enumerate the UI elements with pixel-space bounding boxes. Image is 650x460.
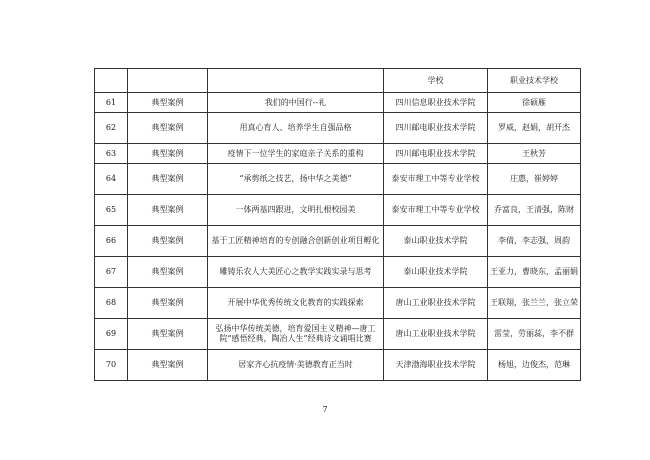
header-num [95,69,128,93]
row-school: 唐山工业职业技术学院 [384,288,488,319]
row-type: 典型案例 [128,93,208,113]
row-school: 唐山工业职业技术学院 [384,319,488,350]
row-title: 一体两基四跟进，文明扎根校园美 [208,195,384,226]
header-title [208,69,384,93]
table-row [95,226,581,257]
row-title: 弘扬中华传统美德，培育爱国主义精神—唐工院“感悟经典，陶冶人生”经典诗文诵唱比赛 [208,319,384,350]
row-title: 基于工匠精神培育的专创融合创新创业项目孵化 [208,226,384,257]
table-row [95,257,581,288]
row-school: 泰安市理工中等专业学校 [384,195,488,226]
row-title: 我们的中国行--礼 [208,93,384,113]
row-title: 用真心育人、培养学生自强品格 [208,113,384,144]
row-author: 杨旭，边俊杰，范琳 [488,350,581,381]
row-author: 徐硕雁 [488,93,581,113]
table-row [95,93,581,113]
header-school: 学校 [384,69,488,93]
row-title: 开展中华优秀传统文化教育的实践探索 [208,288,384,319]
table-row [95,319,581,350]
row-school: 泰山职业技术学院 [384,257,488,288]
row-num: 61 [95,93,128,113]
table-row [95,350,581,381]
row-num: 67 [95,257,128,288]
row-num: 70 [95,350,128,381]
row-school: 天津渤海职业技术学院 [384,350,488,381]
page-number: 7 [322,405,328,414]
row-type: 典型案例 [128,226,208,257]
row-school: 四川邮电职业技术学院 [384,113,488,144]
row-author: 雷莹，劳丽蕊，李不群 [488,319,581,350]
row-num: 62 [95,113,128,144]
row-school: 四川信息职业技术学院 [384,93,488,113]
row-num: 65 [95,195,128,226]
table-row [95,195,581,226]
table-row [95,288,581,319]
row-title: 雕铸乐农人大美匠心之教学实践实录与思考 [208,257,384,288]
row-type: 典型案例 [128,144,208,164]
row-title: 居家齐心抗疫情·美德教育正当时 [208,350,384,381]
row-type: 典型案例 [128,164,208,195]
row-author: 王联翔，张兰兰，张立荣 [488,288,581,319]
table-row [95,113,581,144]
row-type: 典型案例 [128,113,208,144]
case-table [94,68,581,381]
row-school: 泰安市理工中等专业学校 [384,164,488,195]
row-title: “承剪纸之技艺，扬中华之美德” [208,164,384,195]
row-author: 罗威，赵娟，胡开杰 [488,113,581,144]
row-num: 64 [95,164,128,195]
row-author: 李倩，李志强，周韵 [488,226,581,257]
row-type: 典型案例 [128,288,208,319]
table-row [95,144,581,164]
row-author: 王秋芳 [488,144,581,164]
row-type: 典型案例 [128,319,208,350]
row-school: 四川邮电职业技术学院 [384,144,488,164]
row-num: 69 [95,319,128,350]
row-author: 乔富良，王清强，陈财 [488,195,581,226]
row-num: 68 [95,288,128,319]
row-title: 疫情下一位学生的家庭亲子关系的重构 [208,144,384,164]
header-author: 职业技术学校 [488,69,581,93]
row-type: 典型案例 [128,195,208,226]
table-header-row [95,69,581,93]
header-type [128,69,208,93]
row-school: 泰山职业技术学院 [384,226,488,257]
row-author: 庄惠，崔婷婷 [488,164,581,195]
table-row [95,164,581,195]
row-num: 63 [95,144,128,164]
row-type: 典型案例 [128,257,208,288]
row-type: 典型案例 [128,350,208,381]
row-num: 66 [95,226,128,257]
row-author: 王亚力，曹晓东，孟丽娟 [488,257,581,288]
